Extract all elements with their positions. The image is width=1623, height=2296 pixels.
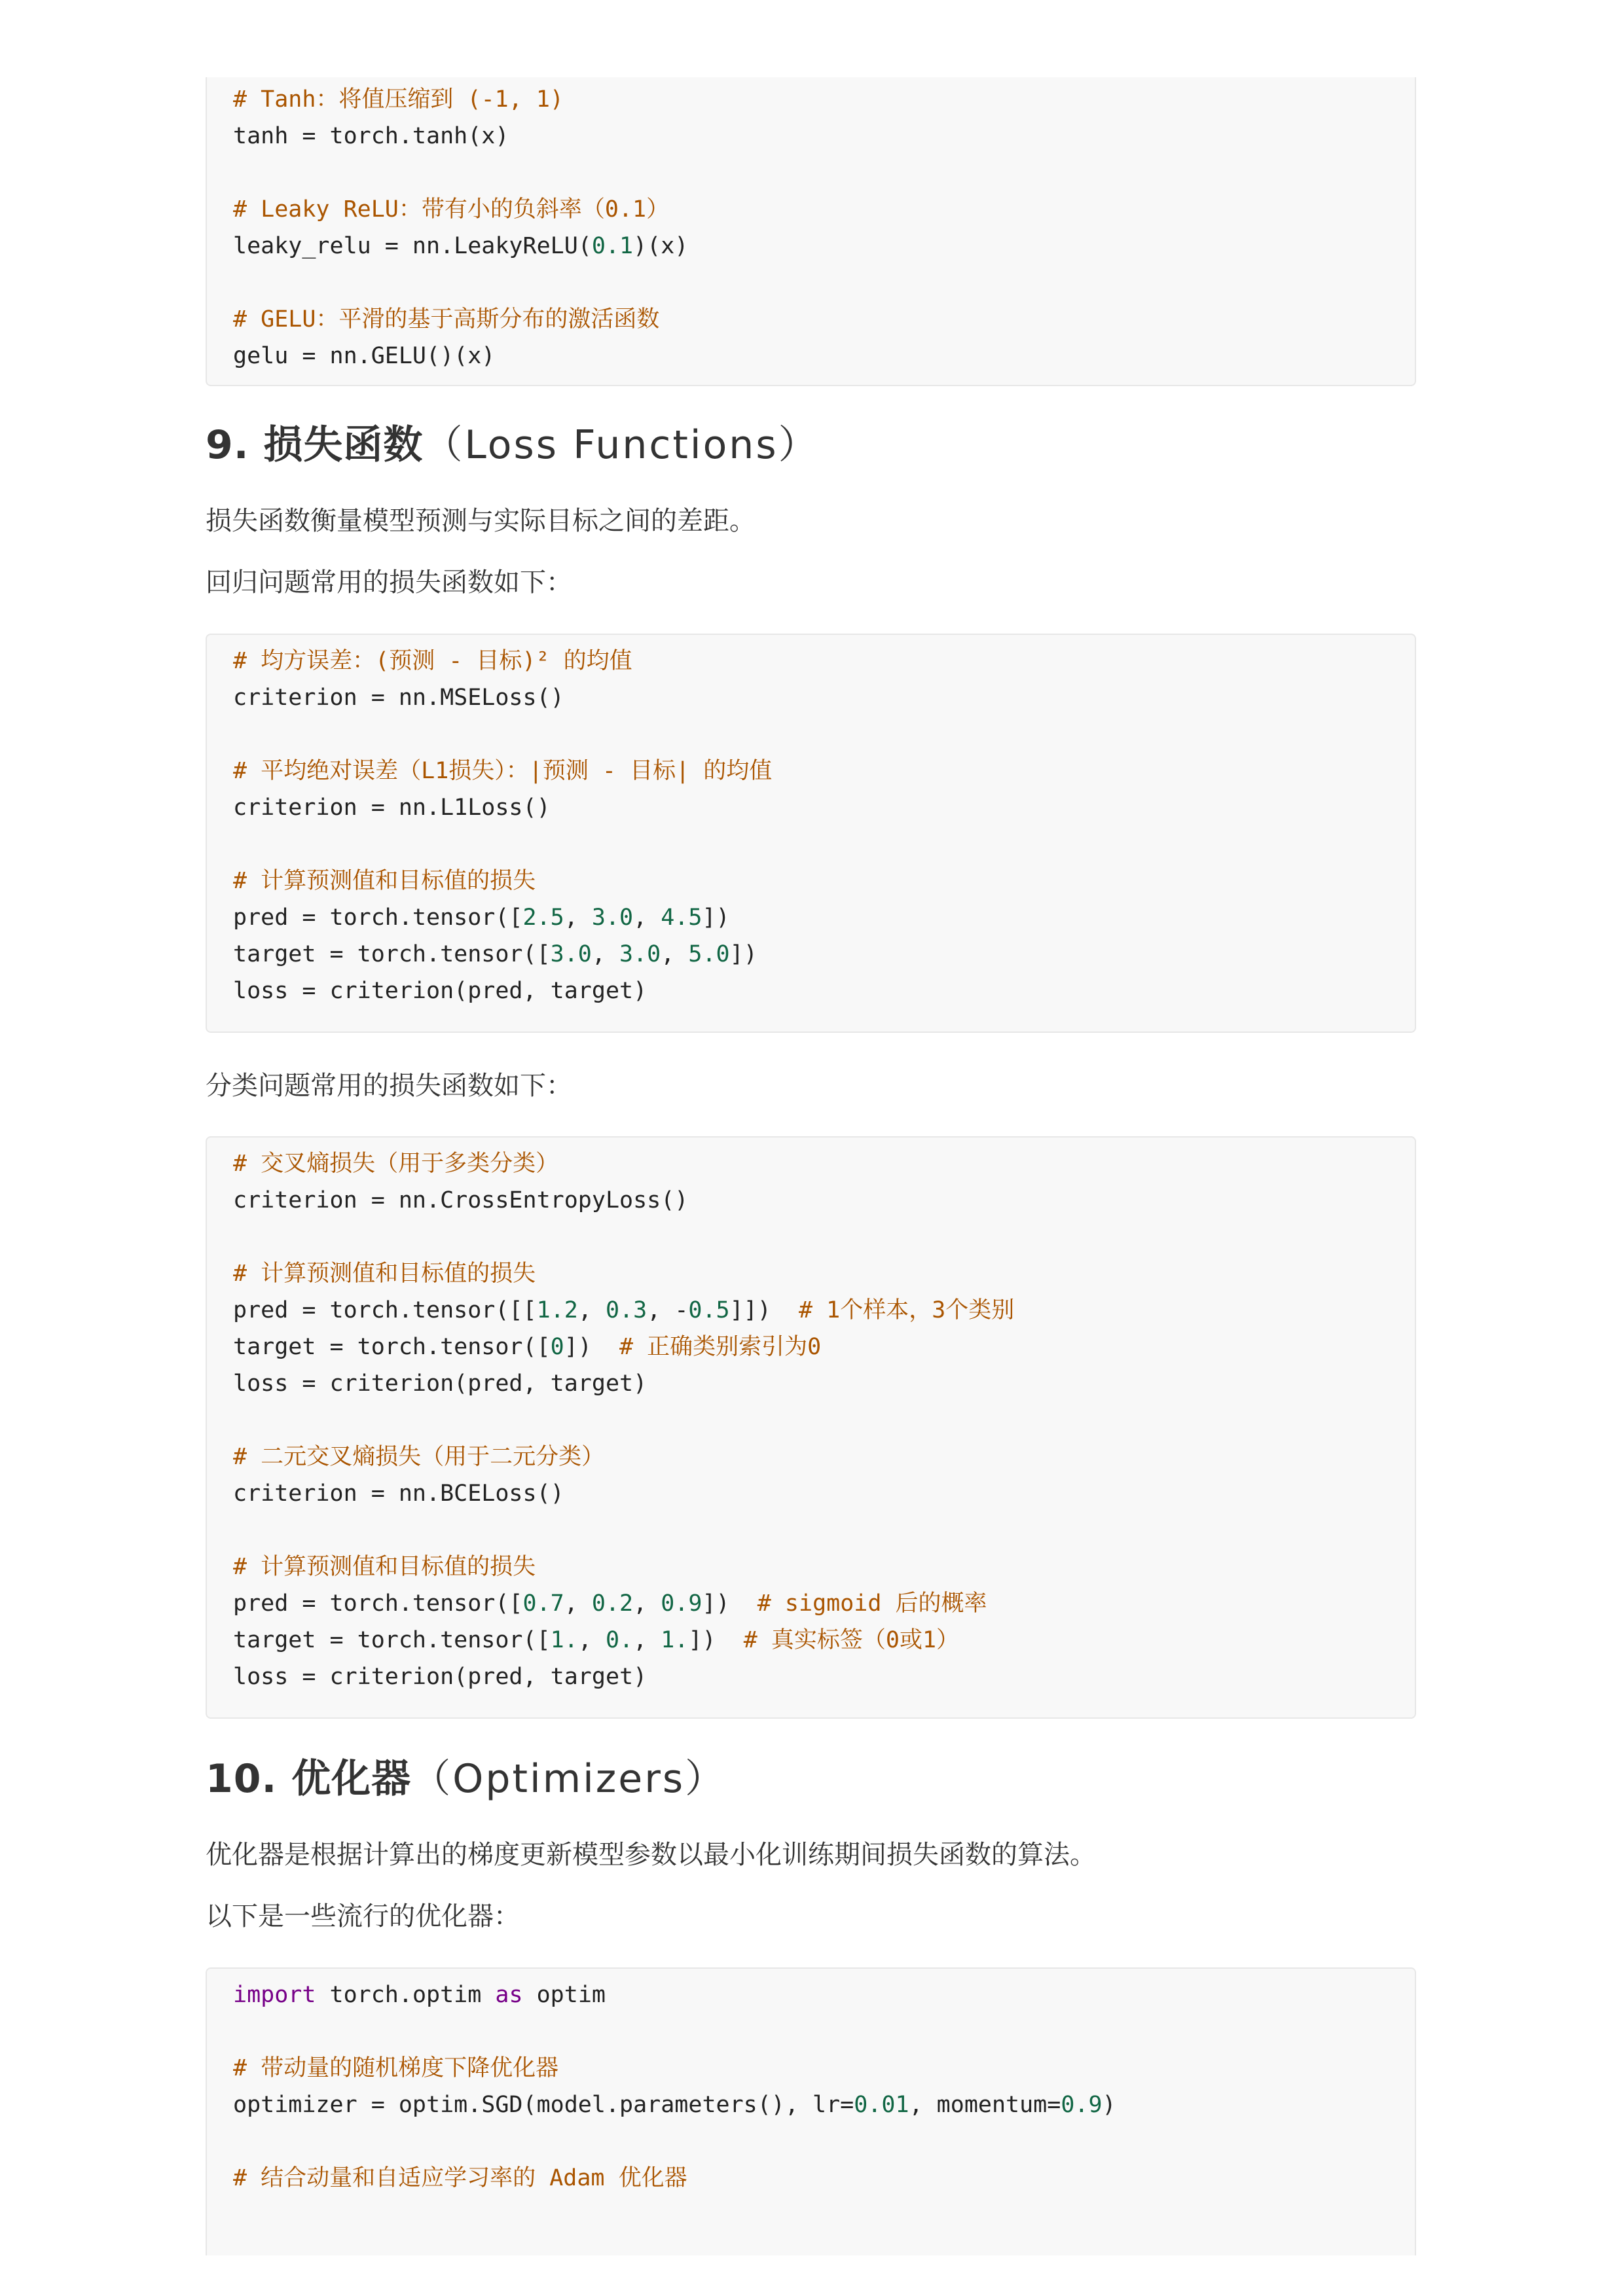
code-comment-line: # Tanh：将值压缩到 (-1, 1) (233, 86, 564, 113)
code-blank-line (233, 1512, 1389, 1549)
code-line: target = torch.tensor([3.0, 3.0, 5.0]) (233, 941, 757, 967)
code-blank-line (233, 2123, 1389, 2160)
code-comment-line: # 平均绝对误差（L1损失）：|预测 - 目标| 的均值 (233, 758, 773, 784)
code-block-optimizers (206, 1967, 1416, 2255)
code-block-activations (206, 77, 1416, 386)
code-comment-line: # Leaky ReLU：带有小的负斜率（0.1） (233, 196, 670, 223)
code-comment-line: # GELU：平滑的基于高斯分布的激活函数 (233, 306, 660, 332)
code-blank-line (233, 716, 1389, 753)
code-line: loss = criterion(pred, target) (233, 978, 647, 1004)
section-title-cn: 优化器 (291, 1756, 412, 1802)
code-line: criterion = nn.CrossEntropyLoss() (233, 1187, 689, 1213)
code-line: pred = torch.tensor([0.7, 0.2, 0.9]) # sigmoid 后的概率 (233, 1590, 987, 1617)
section-title-en: （Loss Functions） (423, 422, 820, 468)
code-comment-line: # 结合动量和自适应学习率的 Adam 优化器 (233, 2165, 687, 2191)
optimizers-intro: 以下是一些流行的优化器： (206, 1901, 520, 1931)
code-blank-line (233, 154, 1389, 191)
code-line: gelu = nn.GELU()(x) (233, 343, 496, 369)
section-10-heading (206, 1753, 726, 1805)
code-line: target = torch.tensor([0]) # 正确类别索引为0 (233, 1334, 822, 1360)
code-comment-line: # 二元交叉熵损失（用于二元分类） (233, 1444, 605, 1470)
section-title-en: （Optimizers） (411, 1756, 727, 1802)
code-blank-line (233, 1402, 1389, 1439)
code-block-classification-loss (206, 1136, 1416, 1719)
code-blank-line (233, 1219, 1389, 1255)
code-line: loss = criterion(pred, target) (233, 1371, 647, 1397)
code-line: pred = torch.tensor([[1.2, 0.3, -0.5]]) # 1个样本，3个类别 (233, 1297, 1015, 1323)
code-comment-line: # 计算预测值和目标值的损失 (233, 868, 536, 894)
section-9-heading (206, 419, 820, 471)
section-number: 10. (206, 1756, 292, 1802)
code-comment-line: # 计算预测值和目标值的损失 (233, 1261, 536, 1287)
code-blank-line (233, 264, 1389, 301)
code-line: target = torch.tensor([1., 0., 1.]) # 真实标签（0或1） (233, 1627, 960, 1653)
code-comment-line: # 均方误差：(预测 - 目标)² 的均值 (233, 648, 632, 674)
regression-intro: 回归问题常用的损失函数如下： (206, 567, 572, 598)
document-page (206, 0, 1419, 2296)
section-number: 9. (206, 422, 264, 468)
code-block-regression-loss (206, 634, 1416, 1033)
code-line: criterion = nn.BCELoss() (233, 1480, 564, 1507)
code-comment-line: # 带动量的随机梯度下降优化器 (233, 2055, 559, 2081)
code-line: pred = torch.tensor([2.5, 3.0, 4.5]) (233, 905, 730, 931)
code-line: loss = criterion(pred, target) (233, 1664, 647, 1690)
section-9-description: 损失函数衡量模型预测与实际目标之间的差距。 (206, 506, 756, 536)
section-10-description: 优化器是根据计算出的梯度更新模型参数以最小化训练期间损失函数的算法。 (206, 1840, 1096, 1870)
code-line: import torch.optim as optim (233, 1982, 606, 2008)
code-comment-line: # 计算预测值和目标值的损失 (233, 1554, 536, 1580)
code-line: criterion = nn.MSELoss() (233, 685, 564, 711)
section-title-cn: 损失函数 (263, 422, 424, 468)
code-line: leaky_relu = nn.LeakyReLU(0.1)(x) (233, 233, 689, 259)
classification-intro: 分类问题常用的损失函数如下： (206, 1071, 572, 1101)
code-comment-line: # 交叉熵损失（用于多类分类） (233, 1151, 559, 1177)
code-blank-line (233, 2013, 1389, 2050)
code-line: optimizer = optim.SGD(model.parameters(), lr=0.01, momentum=0.9) (233, 2092, 1116, 2118)
code-line: tanh = torch.tanh(x) (233, 123, 509, 149)
code-line: criterion = nn.L1Loss() (233, 795, 551, 821)
code-blank-line (233, 826, 1389, 863)
